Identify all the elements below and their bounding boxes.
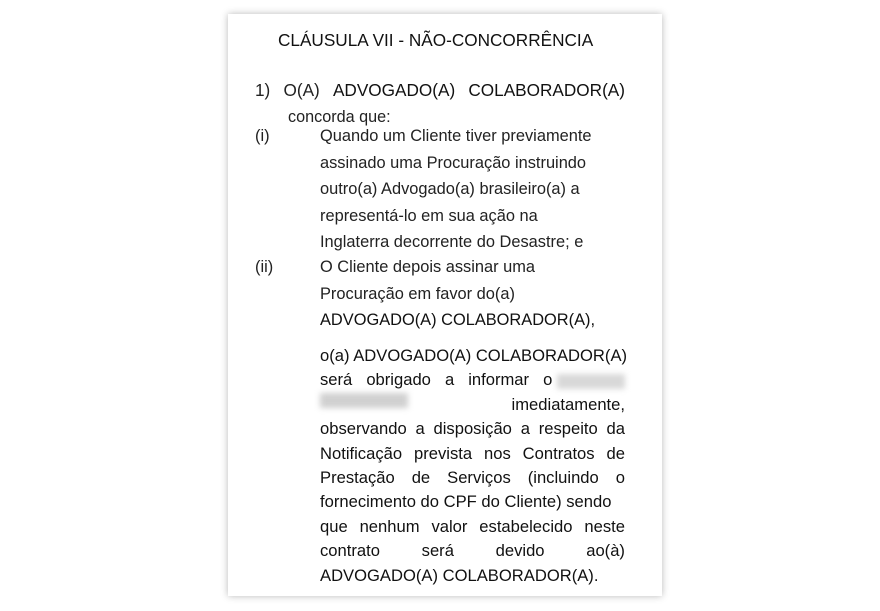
text-line: fornecimento do CPF do Cliente) sendo <box>320 492 612 512</box>
word: Serviços <box>447 468 511 488</box>
paragraph-word: ADVOGADO(A) <box>332 80 456 100</box>
word: que <box>320 516 348 536</box>
word: observando <box>320 419 407 439</box>
text-line: ADVOGADO(A) COLABORADOR(A), <box>320 311 596 329</box>
word: prevista <box>413 443 473 463</box>
text-line <box>320 515 625 539</box>
paragraph-1-line-2: concorda que: <box>288 107 391 126</box>
word: respeito <box>538 419 598 439</box>
word: obrigado <box>366 370 431 390</box>
word: será <box>421 541 454 561</box>
clause-title: CLÁUSULA VII - NÃO-CONCORRÊNCIA <box>278 30 594 50</box>
text-line: Inglaterra decorrente do Desastre; e <box>320 233 584 251</box>
list-item-label: (ii) <box>255 258 274 276</box>
paragraph-number: 1) <box>255 80 271 100</box>
word: de <box>606 443 625 463</box>
word: de <box>411 468 431 488</box>
paragraph-word: O(A) <box>283 80 320 100</box>
paragraph-1-line-1 <box>255 77 625 104</box>
text-line <box>320 417 625 441</box>
redacted-name <box>557 374 625 389</box>
word: o <box>543 368 625 392</box>
list-item-text <box>320 254 640 334</box>
word: estabelecido <box>479 516 573 536</box>
word: disposição <box>433 419 512 439</box>
word: (incluindo <box>527 468 599 488</box>
word: informar <box>468 370 530 390</box>
word: da <box>606 419 625 439</box>
word: a <box>444 370 455 390</box>
text-line <box>320 393 625 417</box>
word: neste <box>584 516 625 536</box>
word: Contratos <box>522 443 595 463</box>
word: nos <box>483 443 511 463</box>
text-line: O Cliente depois assinar uma <box>320 258 536 276</box>
word: Notificação <box>320 443 403 463</box>
text-line: ADVOGADO(A) COLABORADOR(A). <box>320 565 599 585</box>
text-line <box>320 368 625 392</box>
word: valor <box>431 516 468 536</box>
text-line: o(a) ADVOGADO(A) COLABORADOR(A) <box>320 346 628 365</box>
list-item-text <box>320 123 640 256</box>
word: a <box>520 419 530 439</box>
text-line <box>320 466 625 490</box>
text-line: Procuração em favor do(a) <box>320 284 515 303</box>
redacted-surname <box>320 393 408 408</box>
paragraph-word: COLABORADOR(A) <box>468 80 625 100</box>
text-line <box>320 442 625 466</box>
document-body <box>228 14 662 596</box>
word: será <box>320 370 353 390</box>
text-line: outro(a) Advogado(a) brasileiro(a) a <box>320 180 580 198</box>
word: devido <box>495 541 545 561</box>
closing-paragraph <box>320 344 628 588</box>
word: Prestação <box>320 468 395 488</box>
word: ao(à) <box>586 541 625 561</box>
text-line: representá-lo em sua ação na <box>320 206 538 225</box>
text-line: assinado uma Procuração instruindo <box>320 153 587 172</box>
document-page <box>228 14 662 596</box>
word: o <box>615 468 625 488</box>
text-line: Quando um Cliente tiver previamente <box>320 127 592 145</box>
word: contrato <box>320 541 380 561</box>
word: nenhum <box>359 516 420 536</box>
word: imediatamente, <box>511 394 625 414</box>
list-item-label: (i) <box>255 127 270 145</box>
word: a <box>415 419 425 439</box>
text-line <box>320 539 625 563</box>
